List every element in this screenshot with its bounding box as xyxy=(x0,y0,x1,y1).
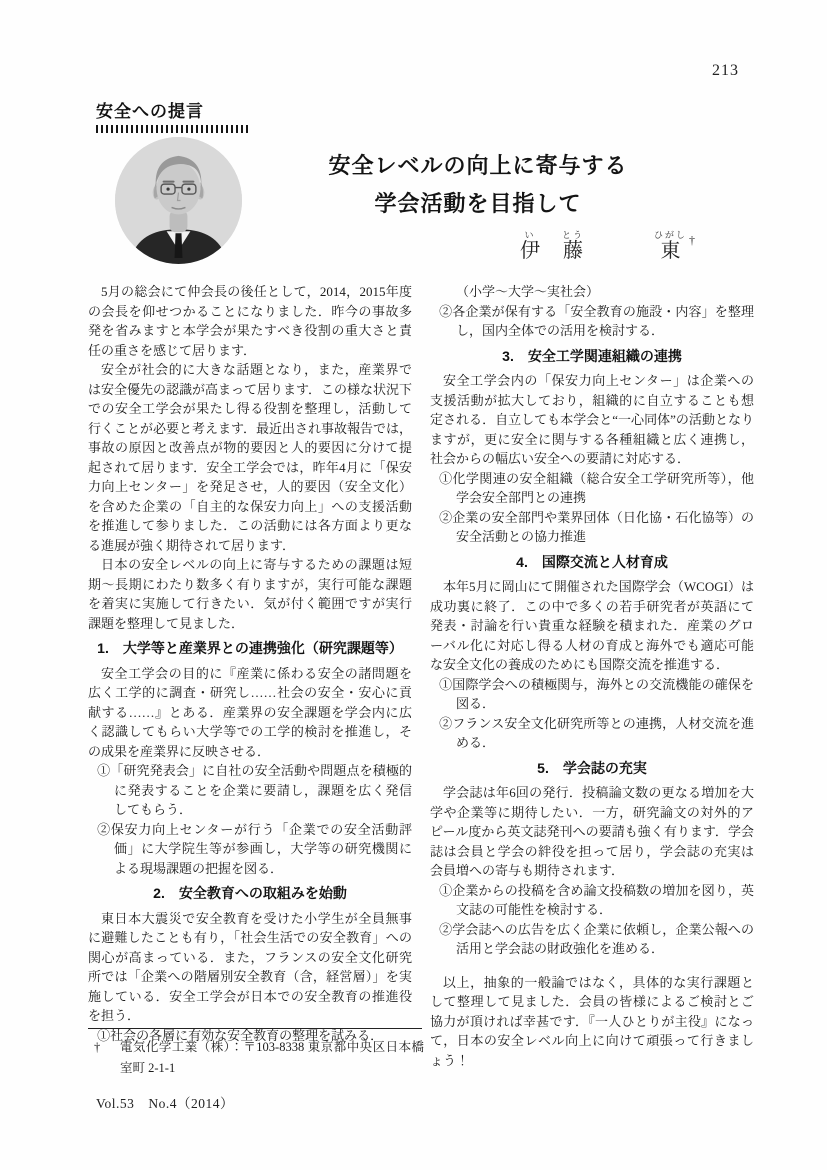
numbered-list-item: ②保安力向上センターが行う「企業での安全活動評価」に大学院生等が参画し，大学等の研究機関による現場課題の把握を図る． xyxy=(97,821,412,876)
section-heading-1: 1. 大学等と産業界との連携強化（研究課題等） xyxy=(97,640,403,656)
section-heading-3: 3. 安全工学関連組織の連携 xyxy=(502,347,682,364)
left-column xyxy=(88,282,412,1045)
paragraph: 安全工学会の目的に『産業に係わる安全の諸問題を広く工学的に調査・研究し……社会の安全・安心に貢献する……』とある．産業界の安全課題を学会内に広く認識してもらい大学等での工学的検討を推進し，その成果を産業界に反映させる． xyxy=(88,665,412,759)
numbered-list-item: ①社会の各層に有効な安全教育の整理を試みる． xyxy=(97,1027,384,1043)
author-family-char-2-base: 藤 xyxy=(562,240,584,262)
author-family-char-2-ruby: とう xyxy=(562,230,585,240)
numbered-list-item: ①国際学会への積極関与，海外との交流機能の確保を図る． xyxy=(439,676,754,711)
numbered-list-item: ②各企業が保有する「安全教育の施設・内容」を整理し，国内全体での活用を検討する． xyxy=(439,303,754,338)
author-given-char xyxy=(654,230,687,263)
series-stripes-decoration xyxy=(96,125,249,133)
footnote-divider xyxy=(88,1028,422,1029)
page-number: 213 xyxy=(712,62,739,79)
author-name xyxy=(520,221,695,263)
paragraph: 安全工学会内の「保安力向上センター」は企業への支援活動が拡大しており，組織的に自立することも想定される．自立しても本学会と“一心同体”の活動となりますが，更に安全に関与する各種組織と広く連携し，社会からの幅広い安全への要請に対応する． xyxy=(430,373,754,466)
paragraph: 東日本大震災で安全教育を受けた小学生が全員無事に避難したことも有り，「社会生活での安全教育」への関心が高まっている．また，フランスの安全文化研究所では「企業への階層別安全教育（含，経営層）」を実施している．安全工学会が日本での安全教育の推進役を担う． xyxy=(88,910,412,1023)
volume-footer: Vol.53 No.4（2014） xyxy=(96,1096,235,1111)
paragraph: 5月の総会にて仲会長の後任として，2014，2015年度の会長を仰せつかることになりました．昨今の事故多発を省みますと本学会が果たすべき役割の重大さと責任の重さを感じて居ります． xyxy=(88,284,412,358)
numbered-list-item: ①「研究発表会」に自社の安全活動や問題点を積極的に発表することを企業に要請し，課題を広く発信してもらう． xyxy=(97,763,412,817)
article-title xyxy=(252,147,704,223)
numbered-list-item: ②学会誌への広告を広く企業に依頼し，企業公報への活用と学会誌の財政強化を進める． xyxy=(439,921,754,956)
footnote-dagger-mark: † xyxy=(94,1040,101,1054)
author-family-char-1 xyxy=(520,230,540,263)
numbered-list-item: ②フランス安全文化研究所等との連携，人材交流を進める． xyxy=(439,715,754,750)
numbered-list-item: ①化学関連の安全組織（総合安全工学研究所等），他学会安全部門との連携 xyxy=(439,470,754,505)
portrait-illustration xyxy=(115,137,242,264)
paragraph: 学会誌は年6回の発行．投稿論文数の更なる増加を大学や企業等に期待したい．一方，研究論文の対外的アピール度から英文誌発刊への要請も強く有ります．学会誌は会員と学会の絆役を担って居り，学会誌の充実は会員増への寄与も期待されます． xyxy=(430,785,754,878)
affiliation-footnote xyxy=(94,1037,424,1079)
right-column xyxy=(430,282,754,1070)
footnote-text: 電気化学工業（株）：〒103-8338 東京都中央区日本橋室町 2-1-1 xyxy=(120,1040,424,1075)
author-family-char-1-base: 伊 xyxy=(520,240,540,262)
series-label: 安全への提言 xyxy=(96,102,204,121)
article-title-line-1: 安全レベルの向上に寄与する xyxy=(328,153,628,178)
list-item-continuation: （小学〜大学〜実社会） xyxy=(456,284,600,299)
author-family-char-2 xyxy=(562,230,584,263)
author-given-char-base: 東 xyxy=(654,240,688,262)
section-heading-5: 5. 学会誌の充実 xyxy=(537,759,647,776)
numbered-list-item: ②企業の安全部門や業界団体（日化協・石化協等）の安全活動との協力推進 xyxy=(439,509,754,544)
article-title-line-2: 学会活動を目指して xyxy=(374,191,582,216)
author-given-char-ruby: ひがし xyxy=(654,230,688,240)
closing-paragraph: 以上，抽象的一般論ではなく，具体的な実行課題として整理して見ました．会員の皆様によるご検討とご協力が頂ければ幸甚です．『一人ひとりが主役』になって，日本の安全レベル向上に向けて頑張って行きましょう！ xyxy=(430,974,754,1068)
section-heading-4: 4. 国際交流と人材育成 xyxy=(516,553,668,570)
author-portrait-photo xyxy=(115,137,242,264)
author-family-char-1-ruby: い xyxy=(520,230,540,240)
paragraph: 日本の安全レベルの向上に寄与するための課題は短期〜長期にわたり数多く有りますが，実行可能な課題を着実に実施して行きたい．気が付く範囲ですが実行課題を整理して見ました． xyxy=(88,557,412,631)
paragraph: 安全が社会的に大きな話題となり，また，産業界では安全優先の認識が高まって居ります．この様な状況下での安全工学会が果たし得る役割を整理し，活動して行くことが必要と考えます．最近出され事故報告では，事故の原因と改善点が物的要因と人的要因に分けて提起されて居ります．安全工学会では，昨年4月に「保安力向上センター」を発足させ，人的要因（安全文化）を含めた企業の「自主的な保安力向上」への支援活動を推進して参りました．この活動には各方面より更なる進展が強く期待されて居ります． xyxy=(88,362,412,553)
affiliation-dagger-mark: † xyxy=(689,233,696,247)
section-heading-2: 2. 安全教育への取組みを始動 xyxy=(153,885,347,901)
numbered-list-item: ①企業からの投稿を含め論文投稿数の増加を図り，英文誌の可能性を検討する． xyxy=(439,882,754,917)
paragraph: 本年5月に岡山にて開催された国際学会（WCOGI）は成功裏に終了．この中で多くの若手研究者が英語にて発表・討論を行い貴重な経験を積まれた．産業のグローバル化に対応し得る人材の育成と海外でも適応可能な安全文化の養成のためにも国際交流を推進する． xyxy=(430,579,754,672)
